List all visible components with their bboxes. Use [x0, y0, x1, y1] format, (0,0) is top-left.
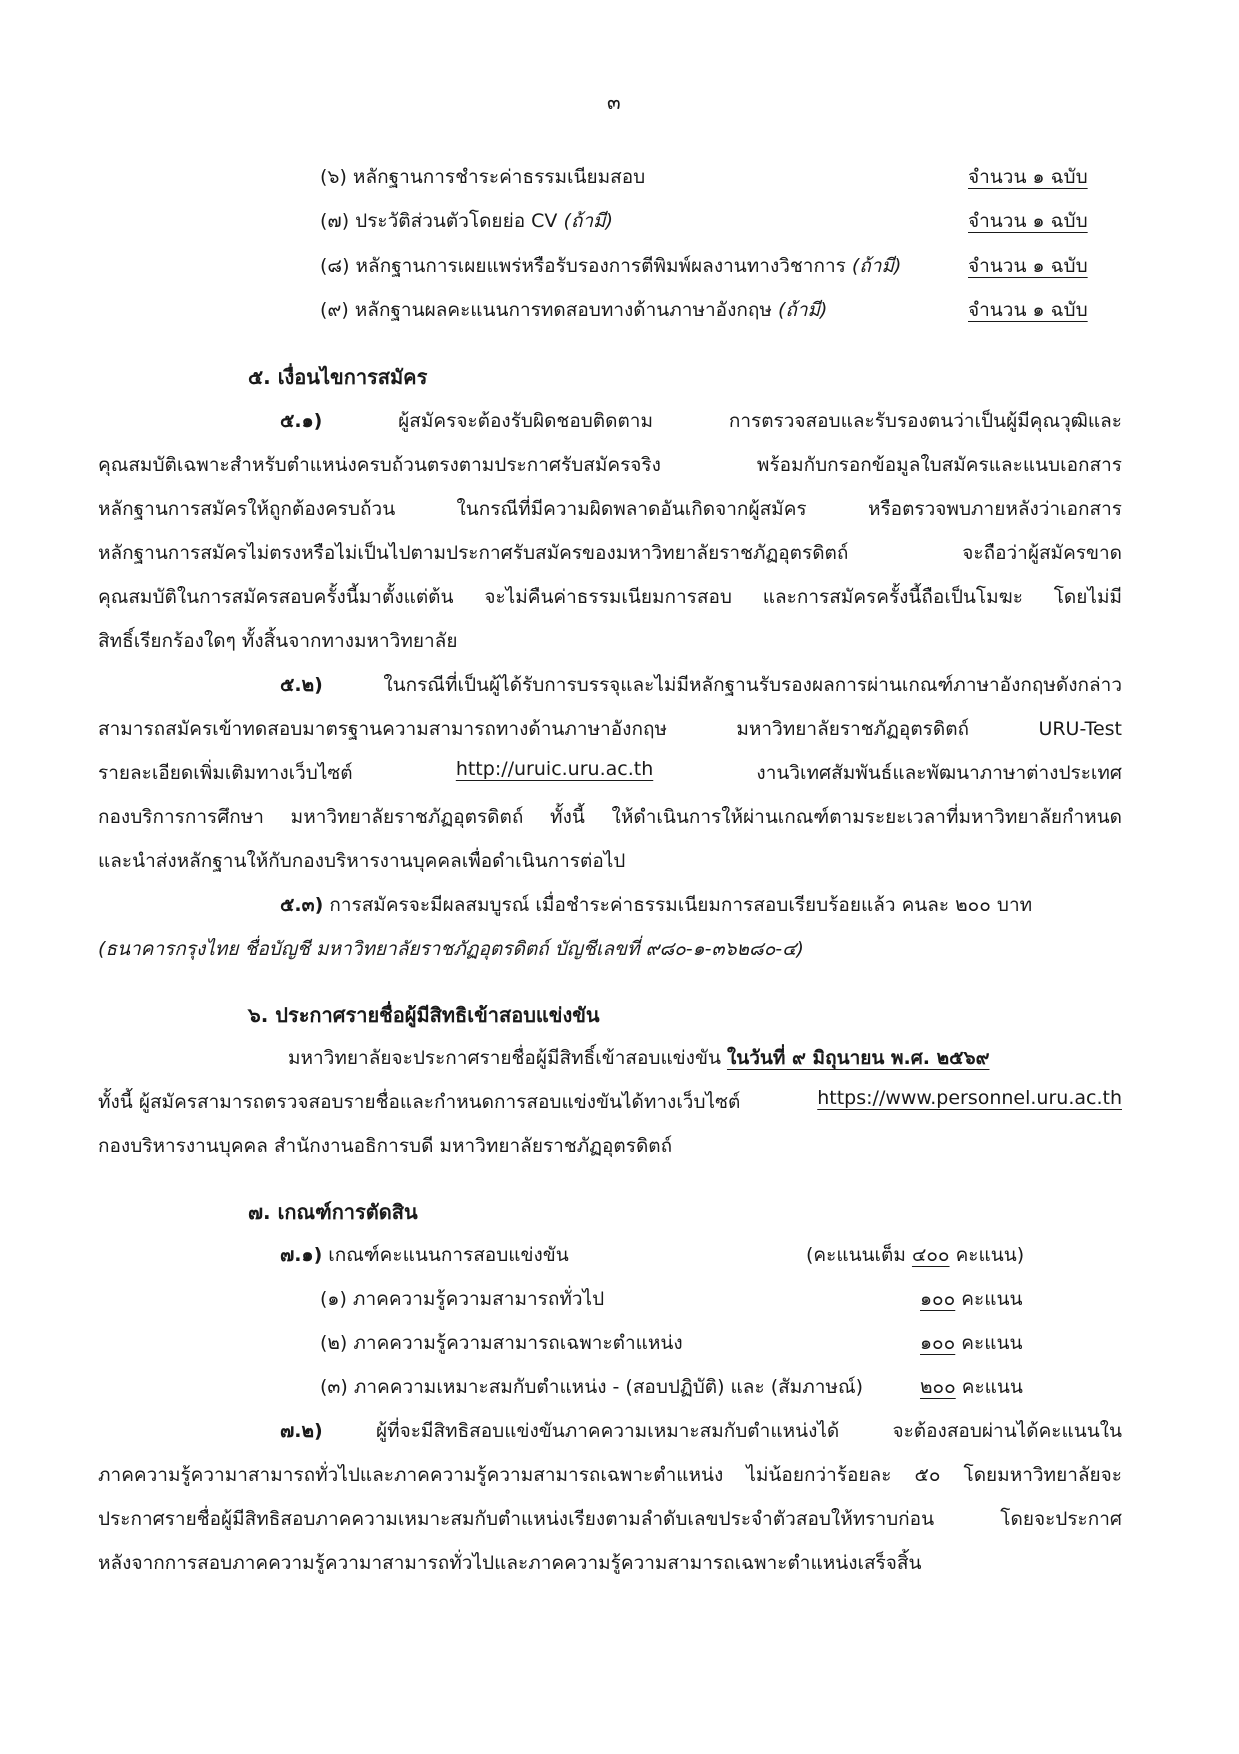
- s5-p2-office: งานวิเทศสัมพันธ์และพัฒนาภาษาต่างประเทศ: [756, 762, 1122, 784]
- s5-p2-line-1: [280, 670, 1122, 700]
- doc-item-text: (๙) หลักฐานผลคะแนนการทดสอบทางด้านภาษาอังกฤษ: [320, 299, 778, 321]
- score-item-2: (๒) ภาคความรู้ความสามารถเฉพาะตำแหน่ง: [320, 1332, 683, 1354]
- s5-p1-line-6: สิทธิ์เรียกร้องใดๆ ทั้งสิ้นจากทางมหาวิทยาลัย: [98, 630, 458, 652]
- score-value: ๑๐๐: [920, 1332, 956, 1354]
- score-item-3: (๓) ภาคความเหมาะสมกับตำแหน่ง - (สอบปฏิบัติ) และ (สัมภาษณ์): [320, 1376, 863, 1398]
- s6-text: ทั้งนี้ ผู้สมัครสามารถตรวจสอบรายชื่อและกำหนดการสอบแข่งขันได้ทางเว็บไซต์: [98, 1091, 741, 1113]
- s6-line-2: [98, 1087, 1122, 1117]
- score-unit: คะแนน: [955, 1332, 1023, 1354]
- score-item-2-value: [920, 1328, 1022, 1358]
- doc-item-qty: จำนวน ๑ ฉบับ: [968, 255, 1088, 277]
- s5-p2-number: ๕.๒): [280, 674, 323, 696]
- s5-p2-line-5: และนำส่งหลักฐานให้กับกองบริหารงานบุคคลเพื่อดำเนินการต่อไป: [98, 850, 626, 872]
- s6-line-1: [288, 1043, 990, 1073]
- doc-item-text: (๘) หลักฐานการเผยแพร่หรือรับรองการตีพิมพ์ผลงานทางวิชาการ: [320, 255, 852, 277]
- score-item-3-value: [920, 1372, 1023, 1402]
- s5-p1-line-3: หลักฐานการสมัครให้ถูกต้องครบถ้วน ในกรณีที่มีความผิดพลาดอันเกิดจากผู้สมัคร หรือตรวจพบภายหลังว่าเอกสาร: [98, 498, 1122, 520]
- doc-item-note: (ถ้ามี): [851, 255, 902, 277]
- announcement-date: ในวันที่ ๙ มิถุนายน พ.ศ. ๒๕๖๙: [726, 1047, 990, 1069]
- section-5-heading: ๕. เงื่อนไขการสมัคร: [248, 365, 428, 389]
- s7-total-score: [806, 1240, 1024, 1270]
- doc-item-qty: จำนวน ๑ ฉบับ: [968, 299, 1088, 321]
- s5-p1-line-4: หลักฐานการสมัครไม่ตรงหรือไม่เป็นไปตามประกาศรับสมัครของมหาวิทยาลัยราชภัฏอุตรดิตถ์ จะถือว่าผู้สมัครขาด: [98, 542, 1122, 564]
- doc-item-9: [320, 295, 827, 325]
- doc-item-text: (๖) หลักฐานการชำระค่าธรรมเนียมสอบ: [320, 166, 646, 188]
- page-number: ๓: [607, 90, 621, 114]
- personnel-link[interactable]: https://www.personnel.uru.ac.th: [817, 1087, 1122, 1109]
- uruic-link[interactable]: http://uruic.uru.ac.th: [455, 758, 654, 780]
- section-6-heading: ๖. ประกาศรายชื่อผู้มีสิทธิเข้าสอบแข่งขัน: [248, 1003, 600, 1027]
- s5-p2-web-label: รายละเอียดเพิ่มเติมทางเว็บไซต์: [98, 762, 353, 784]
- score-value: ๑๐๐: [920, 1288, 956, 1310]
- s5-p2-line-2: สามารถสมัครเข้าทดสอบมาตรฐานความสามารถทางด้านภาษาอังกฤษ มหาวิทยาลัยราชภัฏอุตรดิตถ์ URU-Test: [98, 718, 1122, 740]
- doc-item-7: [320, 206, 613, 236]
- total-suffix: คะแนน): [949, 1244, 1025, 1266]
- s7-c2-number: ๗.๒): [280, 1420, 323, 1442]
- score-item-1-value: [920, 1284, 1022, 1314]
- section-7-heading: ๗. เกณฑ์การตัดสิน: [248, 1200, 418, 1224]
- s5-p3-bank: (ธนาคารกรุงไทย ชื่อบัญชี มหาวิทยาลัยราชภัฏอุตรดิตถ์ บัญชีเลขที่ ๙๘๐-๑-๓๖๒๘๐-๔): [98, 938, 804, 960]
- s5-p3-text: การสมัครจะมีผลสมบูรณ์ เมื่อชำระค่าธรรมเนียมการสอบเรียบร้อยแล้ว คนละ ๒๐๐ บาท: [323, 894, 1033, 916]
- s5-p2-text: ในกรณีที่เป็นผู้ได้รับการบรรจุและไม่มีหลักฐานรับรองผลการผ่านเกณฑ์ภาษาอังกฤษดังกล่าว: [322, 674, 1122, 696]
- s5-p1-text: ผู้สมัครจะต้องรับผิดชอบติดตาม การตรวจสอบและรับรองตนว่าเป็นผู้มีคุณวุฒิและ: [322, 410, 1122, 432]
- s6-line-3: กองบริหารงานบุคคล สำนักงานอธิการบดี มหาวิทยาลัยราชภัฏอุตรดิตถ์: [98, 1135, 673, 1157]
- doc-item-text: (๗) ประวัติส่วนตัวโดยย่อ CV: [320, 210, 564, 232]
- s7-c1-label: เกณฑ์คะแนนการสอบแข่งขัน: [322, 1244, 569, 1266]
- s7-c2-line-1: [280, 1416, 1122, 1446]
- s7-c2-text: ผู้ที่จะมีสิทธิสอบแข่งขันภาคความเหมาะสมกับตำแหน่งได้ จะต้องสอบผ่านได้คะแนนใน: [322, 1420, 1122, 1442]
- s7-c2-line-4: หลังจากการสอบภาคความรู้ความาสามารถทั่วไปและภาคความรู้ความสามารถเฉพาะตำแหน่งเสร็จสิ้น: [98, 1552, 922, 1574]
- doc-item-note: (ถ้ามี): [563, 210, 613, 232]
- s5-p2-line-3: [98, 758, 1122, 788]
- score-item-1: (๑) ภาคความรู้ความสามารถทั่วไป: [320, 1288, 605, 1310]
- s5-p3-number: ๕.๓): [280, 894, 324, 916]
- score-unit: คะแนน: [955, 1376, 1023, 1398]
- s7-c2-line-2: ภาคความรู้ความาสามารถทั่วไปและภาคความรู้ความสามารถเฉพาะตำแหน่ง ไม่น้อยกว่าร้อยละ ๕๐ โดยมหาวิทยาลัยจะ: [98, 1464, 1122, 1486]
- s5-p1-line-2: คุณสมบัติเฉพาะสำหรับตำแหน่งครบถ้วนตรงตามประกาศรับสมัครจริง พร้อมกับกรอกข้อมูลใบสมัครและแนบเอกสาร: [98, 454, 1122, 476]
- s5-p1-number: ๕.๑): [280, 410, 323, 432]
- doc-item-6: [320, 162, 645, 192]
- total-prefix: (คะแนนเต็ม: [806, 1244, 912, 1266]
- s7-c1-number: ๗.๑): [280, 1244, 323, 1266]
- score-value: ๒๐๐: [920, 1376, 956, 1398]
- s5-p2-line-4: กองบริการการศึกษา มหาวิทยาลัยราชภัฏอุตรดิตถ์ ทั้งนี้ ให้ดำเนินการให้ผ่านเกณฑ์ตามระยะเวลาที่มหาวิทยาลัยกำหนด: [98, 806, 1122, 828]
- doc-item-8: [320, 251, 901, 281]
- doc-item-qty: จำนวน ๑ ฉบับ: [968, 166, 1088, 188]
- s5-p1-line-5: คุณสมบัติในการสมัครสอบครั้งนี้มาตั้งแต่ต้น จะไม่คืนค่าธรรมเนียมการสอบ และการสมัครครั้งนี้ถือเป็นโมฆะ โดยไม่มี: [98, 586, 1122, 608]
- s6-text: มหาวิทยาลัยจะประกาศรายชื่อผู้มีสิทธิ์เข้าสอบแข่งขัน: [288, 1047, 727, 1069]
- doc-item-qty: จำนวน ๑ ฉบับ: [968, 210, 1088, 232]
- total-value: ๔๐๐: [911, 1244, 950, 1266]
- s7-c2-line-3: ประกาศรายชื่อผู้มีสิทธิสอบภาคความเหมาะสมกับตำแหน่งเรียงตามลำดับเลขประจำตัวสอบให้ทราบก่อน โดยจะประกาศ: [98, 1508, 1122, 1530]
- s5-p3-line-1: [280, 890, 1032, 920]
- s5-p1-line-1: [280, 406, 1122, 436]
- doc-item-note: (ถ้ามี): [777, 299, 828, 321]
- s7-c1-line: [280, 1240, 569, 1270]
- score-unit: คะแนน: [955, 1288, 1023, 1310]
